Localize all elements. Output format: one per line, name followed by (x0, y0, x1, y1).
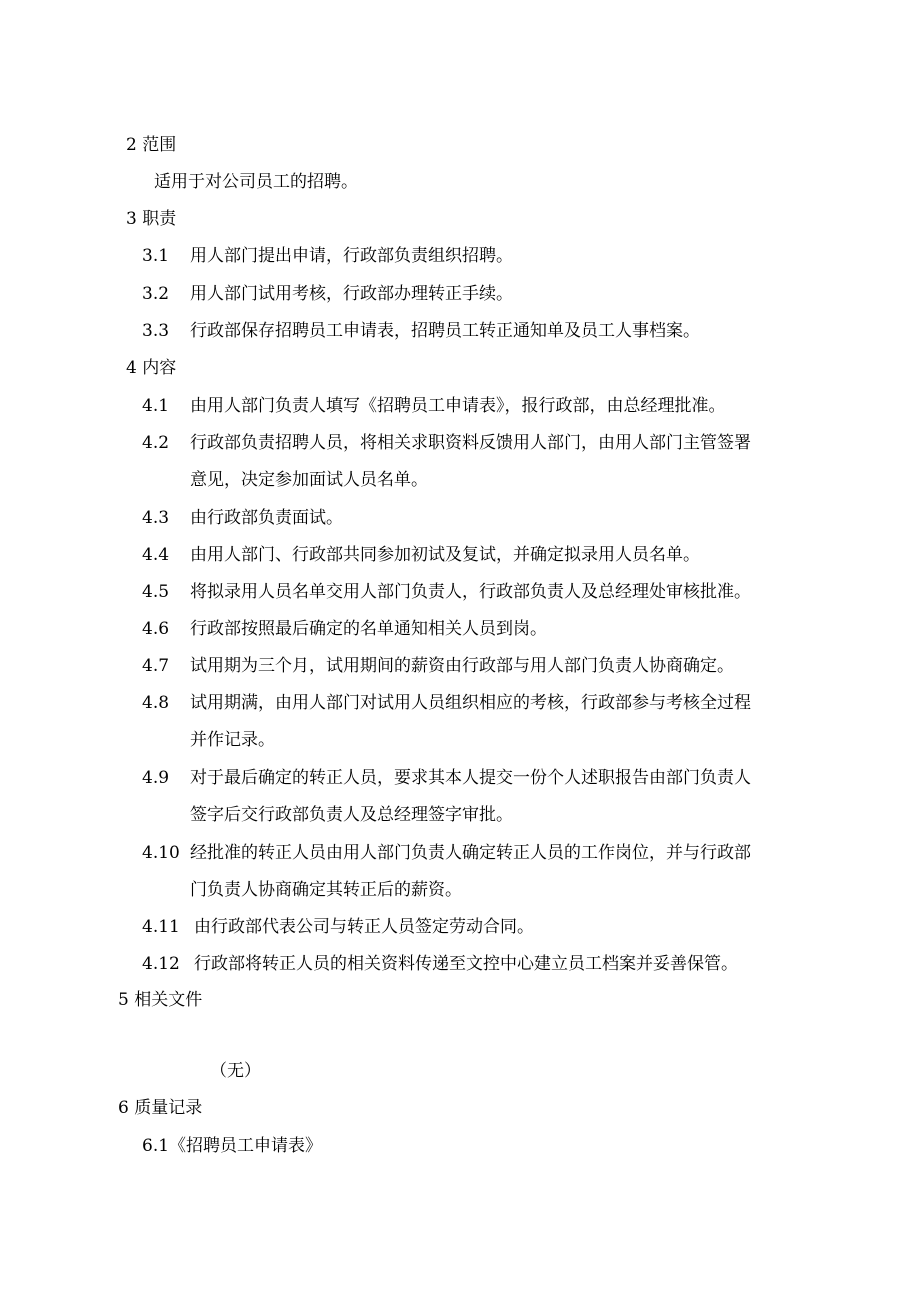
item-number: 4.1 (142, 396, 170, 416)
item-number: 3.1 (142, 246, 170, 266)
item-number: 4.11 (142, 917, 180, 937)
item-text: 由用人部门、行政部共同参加初试及复试，并确定拟录用人员名单。 (190, 545, 700, 565)
section-2-heading: 2 范围 (126, 135, 177, 155)
item-number: 4.12 (142, 954, 180, 974)
item-number: 3.3 (142, 321, 170, 341)
item-text: 经批准的转正人员由用人部门负责人确定转正人员的工作岗位，并与行政部 (190, 843, 751, 863)
item-text: 行政部按照最后确定的名单通知相关人员到岗。 (190, 619, 547, 639)
item-text: 试用期为三个月，试用期间的薪资由行政部与用人部门负责人协商确定。 (190, 656, 734, 676)
item-text: 由用人部门负责人填写《招聘员工申请表》，报行政部，由总经理批准。 (190, 396, 726, 416)
item-text: 由行政部代表公司与转正人员签定劳动合同。 (194, 917, 534, 937)
section-2-text: 适用于对公司员工的招聘。 (154, 172, 358, 192)
item-number: 4.10 (142, 843, 180, 863)
item-number: 3.2 (142, 284, 170, 304)
item-text-continued: 意见，决定参加面试人员名单。 (190, 470, 428, 490)
item-text: 用人部门试用考核，行政部办理转正手续。 (190, 284, 513, 304)
section-5-text: （无） (210, 1061, 261, 1081)
section-4-heading: 4 内容 (126, 358, 177, 378)
item-text: 由行政部负责面试。 (190, 508, 343, 528)
item-number: 4.5 (142, 582, 170, 602)
item-number: 4.3 (142, 508, 170, 528)
item-text-continued: 门负责人协商确定其转正后的薪资。 (190, 880, 462, 900)
quality-record-item: 6.1《招聘员工申请表》 (142, 1136, 323, 1156)
section-5-heading: 5 相关文件 (118, 990, 203, 1010)
item-number: 4.8 (142, 693, 170, 713)
item-number: 4.7 (142, 656, 170, 676)
item-number: 4.4 (142, 545, 170, 565)
item-text-continued: 并作记录。 (190, 730, 275, 750)
item-text: 行政部将转正人员的相关资料传递至文控中心建立员工档案并妥善保管。 (194, 954, 738, 974)
item-text: 用人部门提出申请，行政部负责组织招聘。 (190, 246, 513, 266)
item-text: 对于最后确定的转正人员，要求其本人提交一份个人述职报告由部门负责人 (190, 768, 751, 788)
item-text: 将拟录用人员名单交用人部门负责人，行政部负责人及总经理处审核批准。 (190, 582, 751, 602)
item-text: 行政部保存招聘员工申请表，招聘员工转正通知单及员工人事档案。 (190, 321, 700, 341)
section-3-heading: 3 职责 (126, 209, 177, 229)
item-number: 4.9 (142, 768, 170, 788)
item-text-continued: 签字后交行政部负责人及总经理签字审批。 (190, 805, 513, 825)
item-number: 4.6 (142, 619, 170, 639)
item-number: 4.2 (142, 433, 170, 453)
item-text: 试用期满，由用人部门对试用人员组织相应的考核，行政部参与考核全过程 (190, 693, 751, 713)
item-text: 行政部负责招聘人员，将相关求职资料反馈用人部门，由用人部门主管签署 (190, 433, 751, 453)
section-6-heading: 6 质量记录 (118, 1098, 203, 1118)
